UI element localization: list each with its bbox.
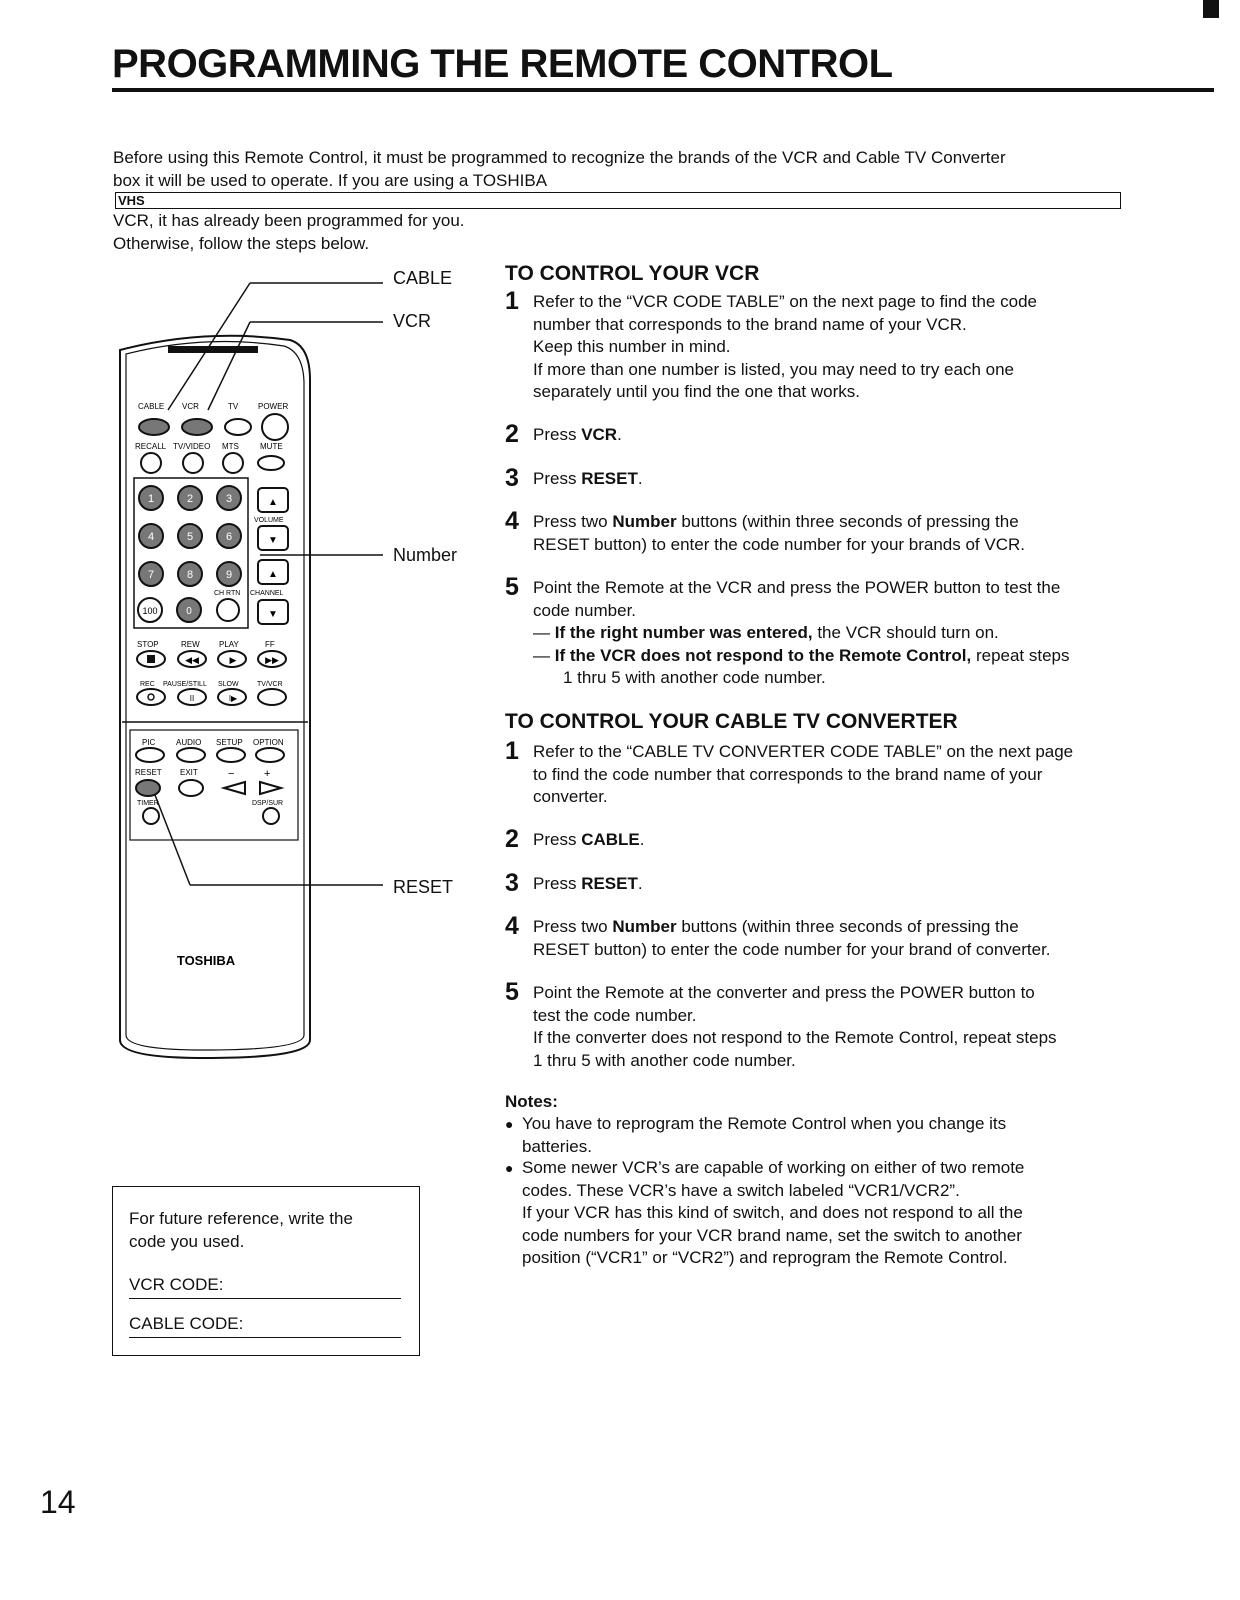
label-timer: TIMER <box>137 800 159 807</box>
step-text: Refer to the “VCR CODE TABLE” on the next page to find the code number that corresponds to the brand name of your VCR. Keep this number in mind. If more than one number is listed, you may need to try each one separately until you find the one that works. <box>533 292 1037 401</box>
step-number: 1 <box>505 737 519 765</box>
label-mute: MUTE <box>260 442 283 451</box>
number-key-label: 8 <box>186 569 194 581</box>
vcr-code-field: VCR CODE: <box>129 1275 401 1299</box>
bullet-icon: ● <box>505 1116 514 1132</box>
mts-button <box>223 453 243 473</box>
label-tvvideo: TV/VIDEO <box>173 442 211 451</box>
label-cable: CABLE <box>138 402 165 411</box>
remote-control-illustration <box>100 250 400 1070</box>
note-text: Some newer VCR’s are capable of working on either of two remote codes. These VCR’s have a switch labeled “VCR1/VCR2”. If your VCR has this kind of switch, and does not respond to all the code numbers for your VCR brand name, set the switch to another position (“VCR1” or “VCR2”) and reprogram the Remote Control. <box>522 1158 1025 1267</box>
label-vcr: VCR <box>182 402 199 411</box>
step-text: Point the Remote at the converter and press the POWER button to test the code number. If the converter does not respond to the Remote Control, repeat steps 1 thru 5 with another code number. <box>533 983 1057 1070</box>
page-number: 14 <box>40 1484 76 1520</box>
number-key-label: 1 <box>147 493 155 505</box>
step-number: 4 <box>505 507 519 535</box>
label-power: POWER <box>258 402 289 411</box>
step-text: Press RESET. <box>533 469 643 488</box>
remote-brand: TOSHIBA <box>176 953 236 968</box>
label-plus: + <box>264 768 271 780</box>
number-key-label: 4 <box>147 531 155 543</box>
callout-reset: RESET <box>393 877 454 897</box>
corner-mark <box>1203 0 1219 18</box>
vcr-section-heading: TO CONTROL YOUR VCR <box>505 262 760 285</box>
page-title: PROGRAMMING THE REMOTE CONTROL <box>112 42 893 86</box>
chrtn-button <box>217 599 239 621</box>
svg-text:II: II <box>189 694 195 703</box>
callout-number: Number <box>393 545 458 565</box>
step-number: 2 <box>505 825 519 853</box>
step-number: 2 <box>505 420 519 448</box>
number-key-label: 6 <box>225 531 233 543</box>
power-button <box>262 414 288 440</box>
step-number: 3 <box>505 464 519 492</box>
callout-vcr: VCR <box>393 311 432 331</box>
label-audio: AUDIO <box>176 738 202 747</box>
svg-text:▲: ▲ <box>268 569 278 580</box>
step-text: Press VCR. <box>533 425 622 444</box>
label-chrtn: CH RTN <box>214 590 241 597</box>
label-stop: STOP <box>137 640 159 649</box>
intro-line: Otherwise, follow the steps below. <box>113 234 370 253</box>
step-number: 1 <box>505 287 519 315</box>
title-rule <box>112 88 1214 92</box>
step-number: 5 <box>505 978 519 1006</box>
label-volume: VOLUME <box>254 517 284 524</box>
svg-text:▼: ▼ <box>268 609 278 620</box>
label-pausestill: PAUSE/STILL <box>163 681 207 688</box>
reference-instructions: For future reference, write the code you used. <box>129 1209 353 1251</box>
label-option: OPTION <box>253 738 284 747</box>
step-number: 4 <box>505 912 519 940</box>
step-number: 3 <box>505 869 519 897</box>
step-text: Press CABLE. <box>533 830 645 849</box>
step-text: Point the Remote at the VCR and press the POWER button to test the code number. — If the right number was entered, the VCR should turn on. — If the VCR does not respond to the Remote Control, repeat steps 1 thru 5 with another code number. <box>533 578 1070 687</box>
svg-text:▲: ▲ <box>268 497 278 508</box>
callout-cable: CABLE <box>393 268 453 288</box>
label-dspsur: DSP/SUR <box>252 800 284 807</box>
tv-button <box>225 419 251 435</box>
recall-button <box>141 453 161 473</box>
intro-line: box it will be used to operate. If you are using a TOSHIBA VHS VCR, it has already been programmed for you. <box>113 169 1123 232</box>
cable-button <box>139 419 169 435</box>
label-mts: MTS <box>222 442 239 451</box>
svg-text:I▶: I▶ <box>228 694 238 703</box>
svg-text:0: 0 <box>186 606 192 617</box>
notes-heading: Notes: <box>505 1092 558 1111</box>
label-setup: SETUP <box>216 738 243 747</box>
note-text: You have to reprogram the Remote Control when you change its batteries. <box>522 1114 1007 1156</box>
label-minus: − <box>228 768 235 780</box>
number-key-label: 7 <box>147 569 155 581</box>
intro-paragraph <box>113 146 1123 255</box>
svg-text:◀◀: ◀◀ <box>185 655 199 665</box>
label-pic: PIC <box>142 738 156 747</box>
label-slow: SLOW <box>218 681 239 688</box>
svg-text:▶▶: ▶▶ <box>265 655 279 665</box>
label-rec: REC <box>140 681 155 688</box>
label-ff: FF <box>265 640 275 649</box>
tvvideo-button <box>183 453 203 473</box>
vcr-button <box>182 419 212 435</box>
number-key-label: 2 <box>186 493 194 505</box>
number-key-label: 5 <box>186 531 194 543</box>
reset-button <box>136 780 160 796</box>
number-key-label: 3 <box>225 493 233 505</box>
label-channel: CHANNEL <box>250 590 284 597</box>
step-text: Refer to the “CABLE TV CONVERTER CODE TABLE” on the next page to find the code number that corresponds to the brand name of your converter. <box>533 742 1074 806</box>
step-text: Press two Number buttons (within three seconds of pressing the RESET button) to enter the code number for your brands of VCR. <box>533 512 1025 554</box>
code-reference-box <box>112 1186 420 1356</box>
step-text: Press RESET. <box>533 874 643 893</box>
svg-text:▼: ▼ <box>268 535 278 546</box>
label-recall: RECALL <box>135 442 167 451</box>
vhs-logo: VHS <box>115 192 1121 209</box>
mute-button <box>258 456 284 470</box>
cable-code-field: CABLE CODE: <box>129 1314 401 1338</box>
label-play: PLAY <box>219 640 239 649</box>
cable-section-heading: TO CONTROL YOUR CABLE TV CONVERTER <box>505 710 958 733</box>
label-reset: RESET <box>135 768 162 777</box>
label-exit: EXIT <box>180 768 198 777</box>
intro-line: Before using this Remote Control, it must be programmed to recognize the brands of the VCR and Cable TV Converter <box>113 148 1006 167</box>
label-tvvcr: TV/VCR <box>257 681 283 688</box>
step-text: Press two Number buttons (within three seconds of pressing the RESET button) to enter the code number for your brand of converter. <box>533 917 1051 959</box>
number-key-label: 9 <box>225 569 233 581</box>
label-tv: TV <box>228 402 239 411</box>
svg-text:100: 100 <box>142 606 158 616</box>
bullet-icon: ● <box>505 1160 514 1176</box>
svg-text:▶: ▶ <box>229 655 237 665</box>
step-number: 5 <box>505 573 519 601</box>
label-rew: REW <box>181 640 200 649</box>
